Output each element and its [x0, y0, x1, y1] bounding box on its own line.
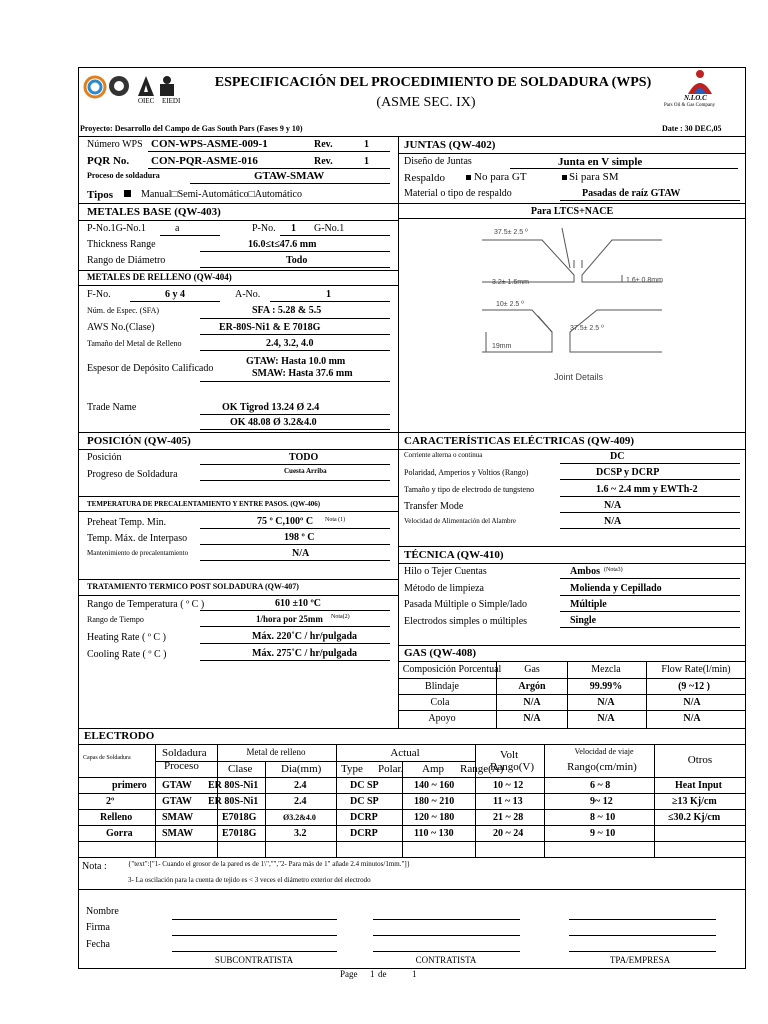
rule [560, 578, 740, 579]
current-label: Corriente alterna o continua [404, 451, 483, 459]
rule [160, 235, 220, 236]
backing-no-checkbox[interactable] [466, 175, 471, 180]
rule [560, 200, 740, 201]
wps-label: Número WPS [87, 139, 143, 150]
row-layer: Gorra [106, 828, 133, 839]
row-type: DC SP [350, 796, 379, 807]
rule [78, 511, 398, 512]
row-layer: Relleno [100, 812, 133, 823]
rule [200, 626, 390, 627]
bead-value: Ambos [570, 566, 601, 577]
rule [398, 678, 746, 679]
rule [560, 528, 740, 529]
pass-label: Pasada Múltiple o Simple/lado [404, 599, 528, 610]
rule [510, 168, 738, 169]
rule [155, 761, 475, 762]
wire-speed-value: N/A [604, 516, 622, 527]
aws-value: ER-80S-Ni1 & E 7018G [219, 322, 321, 333]
aws-label: AWS No.(Clase) [87, 322, 155, 333]
contractor-label: CONTRATISTA [415, 955, 477, 965]
col-volt: Volt [500, 749, 519, 761]
rule [200, 414, 390, 415]
row-process: GTAW [162, 796, 192, 807]
col-volt-range: Rango(V) [490, 761, 534, 773]
pwht-temp-label: Rango de Temperatura ( º C ) [87, 599, 205, 610]
rule [78, 744, 746, 745]
backing-material-label: Material o tipo de respaldo [404, 188, 512, 199]
sfa-label: Núm. de Espec. (SFA) [87, 306, 160, 315]
rule [265, 761, 266, 857]
electrodes-value: Single [570, 615, 597, 626]
gas-row-mix: N/A [597, 697, 615, 708]
col-actual: Actual [390, 747, 420, 759]
row-dia: 3.2 [294, 828, 307, 839]
trade-name-label: Trade Name [87, 402, 137, 413]
row-process: SMAW [162, 812, 194, 823]
process-value: GTAW-SMAW [254, 170, 325, 182]
rule [200, 480, 390, 481]
row-class: ER 80S-Ni1 [208, 780, 259, 791]
gas-header-composition: Composición Porcentual [402, 664, 502, 675]
electrodes-label: Electrodos simples o múltiples [404, 616, 528, 627]
row-layer: 2º [106, 796, 115, 807]
rule [130, 301, 220, 302]
signature-line[interactable] [172, 935, 337, 936]
polarity-label: Polaridad, Amperios y Voltios (Rango) [404, 468, 529, 477]
rule [78, 270, 398, 271]
nioc-label: N.I.O.C [684, 94, 707, 102]
backing-yes-checkbox[interactable] [562, 175, 567, 180]
rule [78, 728, 746, 729]
ano-label: A-No. [235, 289, 261, 300]
rule [398, 546, 746, 547]
gas-header-flow: Flow Rate(l/min) [661, 664, 731, 675]
pqr-number: CON-PQR-ASME-016 [151, 155, 258, 167]
rule [398, 710, 746, 711]
rule [280, 235, 390, 236]
row-speed: 8 ~ 10 [590, 812, 616, 823]
bead-note: (Nota3) [604, 567, 623, 573]
rule [200, 610, 390, 611]
process-label: Proceso de soldadura [87, 171, 160, 180]
row-layer: primero [112, 780, 147, 791]
sign-signature-label: Firma [86, 922, 110, 933]
rule [560, 512, 740, 513]
tpa-label: TPA/EMPRESA [609, 955, 671, 965]
joint-design-label: Diseño de Juntas [404, 156, 472, 167]
pno-label: P-No.1G-No.1 [87, 223, 146, 234]
page-total: 1 [412, 969, 417, 979]
row-type: DCRP [350, 828, 378, 839]
cooling-rate-label: Cooling Rate ( º C ) [87, 649, 167, 660]
heating-rate-label: Heating Rate ( º C ) [87, 632, 166, 643]
col-process-2: Proceso [164, 760, 199, 772]
deposit-label: Espesor de Depósito Calificado [87, 363, 214, 374]
size-value: 2.4, 3.2, 4.0 [266, 338, 314, 349]
rev2-label: Rev. [314, 156, 333, 167]
rule [398, 645, 746, 646]
gas-row-label: Cola [430, 697, 450, 708]
row-amp: 120 ~ 180 [414, 812, 455, 823]
rule [200, 660, 390, 661]
row-speed: 9~ 12 [590, 796, 613, 807]
rule [78, 595, 398, 596]
land-label: 1.6± 0.8mm [626, 277, 663, 284]
rule [560, 463, 740, 464]
size-label: Tamaño del Metal de Relleno [87, 339, 182, 348]
filler-title: METALES DE RELLENO (QW-404) [87, 272, 232, 282]
signature-line[interactable] [569, 951, 716, 952]
rule [148, 168, 390, 169]
row-volt: 20 ~ 24 [493, 828, 524, 839]
rule [155, 744, 156, 857]
rule [560, 496, 740, 497]
pass-value: Múltiple [570, 599, 607, 610]
backing-no: No para GT [474, 171, 527, 183]
preheat-note: Nota (1) [325, 517, 346, 523]
gas-title: GAS (QW-408) [404, 647, 477, 659]
row-dia: Ø3.2&4.0 [283, 813, 316, 822]
row-amp: 140 ~ 160 [414, 780, 455, 791]
signature-line[interactable] [172, 919, 337, 920]
note-3: 3- La oscilación para la cuenta de tejido es < 3 veces el diámetro exterior del electrodo [128, 876, 371, 884]
row-process: GTAW [162, 780, 192, 791]
angle2-label: 10± 2.5 º [496, 301, 524, 308]
rule [200, 528, 390, 529]
col-dia: Dia(mm) [281, 763, 322, 775]
base-metals-title: METALES BASE (QW-403) [87, 206, 221, 218]
rule [654, 744, 655, 857]
signature-line[interactable] [172, 951, 337, 952]
rule [560, 611, 740, 612]
note-1: {"text":["1- Cuando el grosor de la pared es de 1\","","2- Para más de 1" añade 2.4 minutos/1mm."]} [128, 860, 411, 868]
row-other: Heat Input [675, 780, 722, 791]
bead-label: Hilo o Tejer Cuentas [404, 566, 487, 577]
rule [200, 318, 390, 319]
sign-date-label: Fecha [86, 939, 110, 950]
rule [646, 661, 647, 728]
rule [200, 334, 390, 335]
rule [78, 432, 746, 433]
maintenance-value: N/A [292, 548, 310, 559]
rev-value: 1 [364, 139, 369, 150]
manual-checkbox[interactable] [124, 190, 131, 197]
preheat-min-label: Preheat Temp. Min. [87, 517, 167, 528]
row-volt: 10 ~ 12 [493, 780, 524, 791]
ano-value: 1 [326, 289, 331, 300]
row-class: ER 80S-Ni1 [208, 796, 259, 807]
row-class: E7018G [222, 812, 257, 823]
position-label: Posición [87, 452, 122, 463]
gas-row-mix: N/A [597, 713, 615, 724]
rule [402, 761, 403, 857]
rule [567, 661, 568, 728]
gas-row-gas: N/A [523, 697, 541, 708]
rule [148, 151, 390, 152]
joint-details-drawing [462, 220, 682, 390]
row-other: ≤30.2 Kj/cm [668, 812, 721, 823]
pno2-value: 1 [291, 223, 296, 234]
polarity-value: DCSP y DCRP [596, 467, 660, 478]
fno-value: 6 y 4 [165, 289, 185, 300]
page-title: ESPECIFICACIÓN DEL PROCEDIMIENTO DE SOLDADURA (WPS) [214, 75, 652, 90]
page-of: de [378, 969, 387, 979]
backing-label: Respaldo [404, 172, 445, 184]
rule [398, 203, 746, 204]
rule [398, 661, 746, 662]
rule [200, 381, 390, 382]
diameter-value: Todo [286, 255, 308, 266]
progression-label: Progreso de Soldadura [87, 469, 178, 480]
row-speed: 6 ~ 8 [590, 780, 611, 791]
rule [200, 560, 390, 561]
rule [78, 841, 746, 842]
col-class: Clase [228, 763, 253, 775]
technique-title: TÉCNICA (QW-410) [404, 549, 504, 561]
position-value: TODO [289, 452, 319, 463]
rule [336, 744, 337, 857]
col-filler: Metal de relleno [246, 747, 306, 757]
rule [398, 218, 746, 219]
transfer-mode-label: Transfer Mode [404, 501, 464, 512]
pwht-time-note: Nota(2) [331, 614, 350, 620]
types-label: Tipos [87, 189, 114, 201]
row-type: DC SP [350, 780, 379, 791]
backing-material-value: Pasadas de raíz GTAW [582, 188, 681, 199]
backing-yes: Si para SM [569, 171, 619, 183]
page-label: Page [340, 969, 358, 979]
rule [78, 220, 398, 221]
nioc-flame-icon [670, 68, 730, 96]
col-range: Range(A) [460, 763, 504, 775]
thickness-value: 16.0≤t≤47.6 mm [248, 239, 317, 250]
rule [78, 579, 398, 580]
transfer-mode-value: N/A [604, 500, 622, 511]
nioc-logo [670, 68, 730, 96]
col-speed-range: Rango(cm/min) [567, 761, 637, 773]
rule [560, 595, 740, 596]
row-other: ≥13 Kj/cm [672, 796, 717, 807]
gno-label: G-No.1 [314, 223, 345, 234]
gas-row-mix: 99.99% [589, 681, 623, 692]
rule [398, 694, 746, 695]
joints-title: JUNTAS (QW-402) [404, 139, 496, 151]
rule [78, 285, 398, 286]
sign-name-label: Nombre [86, 906, 119, 917]
row-speed: 9 ~ 10 [590, 828, 616, 839]
col-speed: Velocidad de viaje [574, 747, 634, 756]
rule [398, 563, 746, 564]
col-polar: Polar. [378, 763, 404, 775]
date-line: Date : 30 DEC,05 [662, 124, 722, 133]
rule [78, 136, 746, 137]
gas-row-gas: N/A [523, 713, 541, 724]
rule [78, 809, 746, 810]
interpass-value: 198 º C [284, 532, 315, 543]
maintenance-label: Mantenimiento de precalentamiento [87, 549, 189, 557]
row-volt: 11 ~ 13 [493, 796, 523, 807]
rule [200, 267, 390, 268]
rule [270, 301, 390, 302]
row-process: SMAW [162, 828, 194, 839]
rule [78, 449, 398, 450]
col-type: Type [341, 763, 363, 775]
row-type: DCRP [350, 812, 378, 823]
subcontractor-label: SUBCONTRATISTA [214, 955, 294, 965]
gas-header-mix: Mezcla [591, 664, 621, 675]
gas-row-flow: (9 ~12 ) [678, 681, 710, 692]
page-number: 1 [370, 969, 375, 979]
for-material-label: Para LTCS+NACE [530, 206, 614, 217]
rule [200, 643, 390, 644]
thickness-label: Thickness Range [87, 239, 156, 250]
rule [560, 479, 740, 480]
rule [200, 464, 390, 465]
rule [544, 744, 545, 857]
types-value: Manual□Semi-Automático□Automático [141, 189, 302, 200]
deposit-smaw: SMAW: Hasta 37.6 mm [252, 368, 353, 379]
signature-line[interactable] [373, 919, 520, 920]
preheat-min-value: 75 º C,100º C [257, 516, 314, 527]
trade-name-2: OK 48.08 Ø 3.2&4.0 [230, 417, 317, 428]
pwht-time-label: Rango de Tiempo [87, 615, 144, 624]
rule [190, 183, 390, 184]
sfa-value: SFA : 5.28 & 5.5 [252, 305, 322, 316]
wps-number: CON-WPS-ASME-009-1 [151, 138, 268, 150]
rule [475, 744, 476, 857]
rule [200, 544, 390, 545]
rev-label: Rev. [314, 139, 333, 150]
page-subtitle: (ASME SEC. IX) [376, 95, 476, 110]
position-title: POSICIÓN (QW-405) [87, 435, 191, 447]
cleaning-value: Molienda y Cepillado [570, 583, 662, 594]
rule [560, 627, 740, 628]
preheat-title: TEMPERATURA DE PRECALENTAMIENTO Y ENTRE PASOS. (QW-406) [87, 500, 321, 508]
gas-row-flow: N/A [683, 697, 701, 708]
tungsten-value: 1.6 ~ 2.4 mm y EWTh-2 [596, 484, 698, 495]
gas-row-label: Blindaje [425, 681, 459, 692]
pqr-label: PQR No. [87, 155, 130, 167]
row-dia: 2.4 [294, 780, 307, 791]
trade-name-1: OK Tigrod 13.24 Ø 2.4 [222, 402, 320, 413]
gas-row-label: Apoyo [428, 713, 456, 724]
rule [78, 777, 746, 778]
gas-row-flow: N/A [683, 713, 701, 724]
signature-line[interactable] [373, 951, 520, 952]
notes-label: Nota : [82, 861, 107, 872]
rule [78, 496, 398, 497]
heating-rate-value: Máx. 220˚C / hr/pulgada [252, 631, 358, 642]
fno-label: F-No. [87, 289, 111, 300]
diameter-label: Rango de Diámetro [87, 255, 166, 266]
col-process-1: Soldadura [162, 747, 207, 759]
rule [78, 857, 746, 858]
cleaning-label: Método de limpieza [404, 583, 484, 594]
rule [200, 429, 390, 430]
logo-eiedi-label: EIEDI [162, 97, 181, 105]
rule [200, 350, 390, 351]
rule [78, 825, 746, 826]
pno-a: a [175, 223, 180, 234]
joint-sketch-icon [462, 220, 682, 390]
current-value: DC [610, 451, 625, 462]
pwht-time-value: 1/hora por 25mm [256, 614, 323, 624]
electrode-title: ELECTRODO [84, 730, 155, 742]
joint-design-value: Junta en V simple [558, 156, 643, 168]
depth-label: 19mm [492, 343, 512, 350]
wire-speed-label: Velocidad de Alimentación del Alambre [404, 517, 516, 525]
joint-caption: Joint Details [554, 372, 604, 382]
rule [78, 889, 746, 890]
row-amp: 110 ~ 130 [414, 828, 454, 839]
rule [398, 153, 746, 154]
tungsten-label: Tamaño y tipo de electrodo de tungsteno [404, 485, 535, 494]
nioc-sublabel: Pars Oil & Gas Company [664, 103, 716, 108]
row-volt: 21 ~ 28 [493, 812, 524, 823]
pwht-title: TRATAMIENTO TERMICO POST SOLDADURA (QW-407) [87, 582, 299, 591]
electrical-title: CARACTERÍSTICAS ELÉCTRICAS (QW-409) [404, 435, 635, 447]
progression-value: Cuesta Arriba [284, 467, 327, 475]
rev2-value: 1 [364, 156, 369, 167]
gas-row-gas: Argón [518, 681, 546, 692]
pno2-label: P-No. [252, 223, 276, 234]
col-other: Otros [687, 754, 713, 766]
logo-oiec-label: OIEC [138, 97, 155, 105]
row-amp: 180 ~ 210 [414, 796, 455, 807]
col-amp: Amp [422, 763, 444, 775]
col-layers: Capas de Soldadura [83, 755, 131, 761]
angle-label: 37.5± 2.5 º [494, 229, 528, 236]
project-line: Proyecto: Desarrollo del Campo de Gas South Pars (Fases 9 y 10) [80, 124, 303, 133]
rule [200, 251, 390, 252]
angle3-label: 37.5± 2.5 º [570, 325, 604, 332]
signature-line[interactable] [373, 935, 520, 936]
pwht-temp-value: 610 ±10 ºC [275, 598, 322, 609]
signature-line[interactable] [569, 935, 716, 936]
row-class: E7018G [222, 828, 257, 839]
rule [78, 203, 398, 204]
deposit-gtaw: GTAW: Hasta 10.0 mm [246, 356, 346, 367]
signature-line[interactable] [569, 919, 716, 920]
interpass-label: Temp. Máx. de Interpaso [87, 533, 188, 544]
rule [398, 449, 746, 450]
gap-label: 3.2± 1.6mm [492, 279, 529, 286]
rule [78, 793, 746, 794]
cooling-rate-value: Máx. 275˚C / hr/pulgada [252, 648, 358, 659]
row-dia: 2.4 [294, 796, 307, 807]
gas-header-gas: Gas [524, 664, 540, 675]
